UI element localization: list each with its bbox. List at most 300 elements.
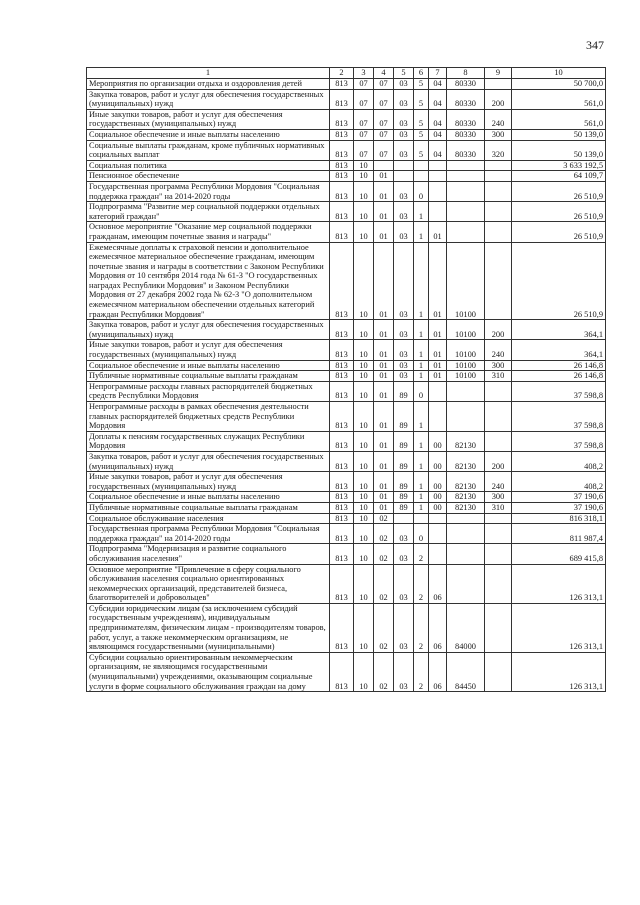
direction-code-cell: 80330	[447, 89, 485, 109]
amount-cell: 26 510,9	[512, 202, 606, 222]
subprogram-code-cell: 1	[414, 402, 429, 432]
table-row	[87, 402, 606, 432]
program-code-cell: 89	[394, 381, 414, 401]
expense-type-cell	[485, 603, 512, 652]
row-name-cell: Мероприятия по организации отдыха и оздоровления детей	[87, 79, 330, 90]
admin-code-cell: 813	[330, 544, 354, 564]
amount-cell: 126 313,1	[512, 652, 606, 691]
expense-type-cell: 310	[485, 502, 512, 513]
section-code-cell: 10	[354, 320, 374, 340]
row-name-cell: Иные закупки товаров, работ и услуг для обеспечения государственных (муниципальных) нужд	[87, 109, 330, 129]
row-name-cell: Закупка товаров, работ и услуг для обеспечения государственных (муниципальных) нужд	[87, 89, 330, 109]
section-code-cell: 10	[354, 451, 374, 471]
row-name-cell: Субсидии социально ориентированным некоммерческим организациям, не являющимся государственными (муниципальными) учреждениями, оказывающим социальные услуги в форме социального обслуживания граждан на дому	[87, 652, 330, 691]
row-name-cell: Непрограммные расходы главных распорядителей бюджетных средств Республики Мордовия	[87, 381, 330, 401]
amount-cell: 37 190,6	[512, 492, 606, 503]
admin-code-cell: 813	[330, 340, 354, 360]
section-code-cell: 10	[354, 492, 374, 503]
direction-code-cell: 82130	[447, 451, 485, 471]
direction-code-cell	[447, 524, 485, 544]
page-number: 347	[586, 38, 604, 52]
table-row	[87, 320, 606, 340]
row-name-cell: Основное мероприятие "Привлечение в сферу социального обслуживания населения социально ориентированных некоммерческих организаций, представителей бизнеса, благотворителей и добровольцев"	[87, 564, 330, 603]
section-code-cell: 10	[354, 402, 374, 432]
table-row	[87, 171, 606, 182]
amount-cell: 50 139,0	[512, 129, 606, 140]
subsection-code-cell: 07	[374, 109, 394, 129]
amount-cell: 364,1	[512, 340, 606, 360]
program-code-cell: 03	[394, 109, 414, 129]
subprogram-code-cell: 1	[414, 492, 429, 503]
table-row	[87, 371, 606, 382]
section-code-cell: 10	[354, 171, 374, 182]
admin-code-cell: 813	[330, 171, 354, 182]
subprogram-code-cell: 1	[414, 340, 429, 360]
row-name-cell: Доплаты к пенсиям государственных служащих Республики Мордовия	[87, 431, 330, 451]
program-code-cell: 89	[394, 451, 414, 471]
event-code-cell: 06	[429, 652, 447, 691]
expense-type-cell	[485, 242, 512, 320]
row-name-cell: Социальное обслуживание населения	[87, 513, 330, 524]
direction-code-cell	[447, 544, 485, 564]
section-code-cell: 10	[354, 160, 374, 171]
admin-code-cell: 813	[330, 603, 354, 652]
direction-code-cell: 80330	[447, 129, 485, 140]
admin-code-cell: 813	[330, 160, 354, 171]
row-name-cell: Социальное обеспечение и иные выплаты населению	[87, 129, 330, 140]
row-name-cell: Социальное обеспечение и иные выплаты населению	[87, 360, 330, 371]
event-code-cell	[429, 181, 447, 201]
admin-code-cell: 813	[330, 502, 354, 513]
direction-code-cell: 82130	[447, 472, 485, 492]
subsection-code-cell: 01	[374, 502, 394, 513]
expense-type-cell	[485, 79, 512, 90]
amount-cell: 364,1	[512, 320, 606, 340]
expense-type-cell	[485, 544, 512, 564]
expense-type-cell: 310	[485, 371, 512, 382]
subprogram-code-cell: 1	[414, 371, 429, 382]
admin-code-cell: 813	[330, 242, 354, 320]
event-code-cell: 01	[429, 242, 447, 320]
table-body	[87, 79, 606, 692]
subsection-code-cell: 01	[374, 222, 394, 242]
table-row	[87, 564, 606, 603]
event-code-cell: 00	[429, 472, 447, 492]
expense-type-cell	[485, 652, 512, 691]
subprogram-code-cell: 1	[414, 242, 429, 320]
event-code-cell: 04	[429, 129, 447, 140]
subsection-code-cell: 01	[374, 340, 394, 360]
admin-code-cell: 813	[330, 371, 354, 382]
expense-type-cell	[485, 160, 512, 171]
subprogram-code-cell: 1	[414, 360, 429, 371]
subprogram-code-cell: 5	[414, 89, 429, 109]
direction-code-cell: 80330	[447, 140, 485, 160]
amount-cell: 64 109,7	[512, 171, 606, 182]
event-code-cell: 00	[429, 502, 447, 513]
subprogram-code-cell: 1	[414, 320, 429, 340]
direction-code-cell: 82130	[447, 431, 485, 451]
row-name-cell: Подпрограмма "Модернизация и развитие социального обслуживания населения"	[87, 544, 330, 564]
section-code-cell: 10	[354, 202, 374, 222]
expense-type-cell	[485, 524, 512, 544]
event-code-cell: 01	[429, 320, 447, 340]
section-code-cell: 10	[354, 340, 374, 360]
admin-code-cell: 813	[330, 431, 354, 451]
row-name-cell: Иные закупки товаров, работ и услуг для обеспечения государственных (муниципальных) нужд	[87, 472, 330, 492]
subsection-code-cell: 01	[374, 202, 394, 222]
program-code-cell: 89	[394, 492, 414, 503]
subprogram-code-cell: 1	[414, 472, 429, 492]
column-header: 3	[354, 68, 374, 79]
amount-cell: 26 510,9	[512, 222, 606, 242]
direction-code-cell: 10100	[447, 320, 485, 340]
amount-cell: 26 146,8	[512, 371, 606, 382]
section-code-cell: 10	[354, 524, 374, 544]
section-code-cell: 10	[354, 360, 374, 371]
section-code-cell: 07	[354, 79, 374, 90]
direction-code-cell: 84000	[447, 603, 485, 652]
program-code-cell: 03	[394, 89, 414, 109]
table-row	[87, 381, 606, 401]
expense-type-cell: 300	[485, 492, 512, 503]
section-code-cell: 07	[354, 109, 374, 129]
event-code-cell: 00	[429, 431, 447, 451]
direction-code-cell	[447, 381, 485, 401]
direction-code-cell: 82130	[447, 502, 485, 513]
subprogram-code-cell: 2	[414, 603, 429, 652]
subprogram-code-cell: 1	[414, 431, 429, 451]
event-code-cell: 04	[429, 140, 447, 160]
direction-code-cell: 10100	[447, 340, 485, 360]
column-header: 8	[447, 68, 485, 79]
table-row	[87, 603, 606, 652]
program-code-cell: 89	[394, 431, 414, 451]
subsection-code-cell: 07	[374, 140, 394, 160]
table-row	[87, 502, 606, 513]
amount-cell: 811 987,4	[512, 524, 606, 544]
table-row	[87, 472, 606, 492]
program-code-cell: 03	[394, 544, 414, 564]
program-code-cell: 89	[394, 472, 414, 492]
table-header-row	[87, 68, 606, 79]
section-code-cell: 07	[354, 89, 374, 109]
table-row	[87, 140, 606, 160]
row-name-cell: Субсидии юридическим лицам (за исключением субсидий государственным учреждениям), индивидуальным предпринимателям, физическим лицам - производителям товаров, работ, услуг, а также некоммерческим организациям, не являющимся государственными (муниципальными)	[87, 603, 330, 652]
table-row	[87, 652, 606, 691]
section-code-cell: 10	[354, 222, 374, 242]
expense-type-cell	[485, 202, 512, 222]
row-name-cell: Закупка товаров, работ и услуг для обеспечения государственных (муниципальных) нужд	[87, 451, 330, 471]
event-code-cell	[429, 402, 447, 432]
row-name-cell: Социальная политика	[87, 160, 330, 171]
program-code-cell: 89	[394, 502, 414, 513]
amount-cell: 37 598,8	[512, 402, 606, 432]
program-code-cell: 03	[394, 564, 414, 603]
table-row	[87, 340, 606, 360]
table-row	[87, 492, 606, 503]
direction-code-cell	[447, 171, 485, 182]
direction-code-cell	[447, 402, 485, 432]
row-name-cell: Пенсионное обеспечение	[87, 171, 330, 182]
direction-code-cell: 80330	[447, 79, 485, 90]
direction-code-cell	[447, 222, 485, 242]
subsection-code-cell: 01	[374, 242, 394, 320]
subsection-code-cell: 02	[374, 544, 394, 564]
amount-cell: 561,0	[512, 109, 606, 129]
table-row	[87, 129, 606, 140]
subsection-code-cell: 01	[374, 371, 394, 382]
admin-code-cell: 813	[330, 524, 354, 544]
program-code-cell: 03	[394, 340, 414, 360]
table-row	[87, 109, 606, 129]
direction-code-cell	[447, 160, 485, 171]
program-code-cell: 03	[394, 140, 414, 160]
expense-type-cell	[485, 181, 512, 201]
row-name-cell: Закупка товаров, работ и услуг для обеспечения государственных (муниципальных) нужд	[87, 320, 330, 340]
admin-code-cell: 813	[330, 381, 354, 401]
admin-code-cell: 813	[330, 109, 354, 129]
program-code-cell: 03	[394, 603, 414, 652]
subprogram-code-cell: 1	[414, 451, 429, 471]
expense-type-cell: 200	[485, 320, 512, 340]
column-header: 2	[330, 68, 354, 79]
subsection-code-cell: 01	[374, 171, 394, 182]
subprogram-code-cell: 5	[414, 140, 429, 160]
admin-code-cell: 813	[330, 202, 354, 222]
column-header: 6	[414, 68, 429, 79]
expense-type-cell	[485, 431, 512, 451]
event-code-cell: 01	[429, 222, 447, 242]
event-code-cell	[429, 171, 447, 182]
subsection-code-cell: 01	[374, 492, 394, 503]
subprogram-code-cell: 1	[414, 502, 429, 513]
section-code-cell: 10	[354, 513, 374, 524]
expense-type-cell: 200	[485, 451, 512, 471]
program-code-cell: 03	[394, 652, 414, 691]
row-name-cell: Государственная программа Республики Мордовия "Социальная поддержка граждан" на 2014-2020 годы	[87, 524, 330, 544]
amount-cell: 26 510,9	[512, 242, 606, 320]
amount-cell: 816 318,1	[512, 513, 606, 524]
subsection-code-cell: 07	[374, 89, 394, 109]
program-code-cell: 03	[394, 524, 414, 544]
row-name-cell: Подпрограмма "Развитие мер социальной поддержки отдельных категорий граждан"	[87, 202, 330, 222]
admin-code-cell: 813	[330, 360, 354, 371]
amount-cell: 126 313,1	[512, 564, 606, 603]
row-name-cell: Основное мероприятие "Оказание мер социальной поддержки гражданам, имеющим почетные звания и награды"	[87, 222, 330, 242]
subprogram-code-cell	[414, 513, 429, 524]
expense-type-cell	[485, 222, 512, 242]
subsection-code-cell: 02	[374, 513, 394, 524]
amount-cell: 37 598,8	[512, 381, 606, 401]
admin-code-cell: 813	[330, 492, 354, 503]
row-name-cell: Социальные выплаты гражданам, кроме публичных нормативных социальных выплат	[87, 140, 330, 160]
subsection-code-cell	[374, 160, 394, 171]
subsection-code-cell: 02	[374, 652, 394, 691]
section-code-cell: 10	[354, 502, 374, 513]
row-name-cell: Публичные нормативные социальные выплаты гражданам	[87, 371, 330, 382]
section-code-cell: 07	[354, 129, 374, 140]
subsection-code-cell: 07	[374, 129, 394, 140]
subprogram-code-cell: 1	[414, 202, 429, 222]
direction-code-cell	[447, 513, 485, 524]
direction-code-cell	[447, 564, 485, 603]
event-code-cell	[429, 202, 447, 222]
event-code-cell	[429, 524, 447, 544]
subsection-code-cell: 01	[374, 320, 394, 340]
column-header: 7	[429, 68, 447, 79]
expense-type-cell: 300	[485, 360, 512, 371]
direction-code-cell: 84450	[447, 652, 485, 691]
subprogram-code-cell: 2	[414, 564, 429, 603]
amount-cell: 37 598,8	[512, 431, 606, 451]
subsection-code-cell: 01	[374, 431, 394, 451]
admin-code-cell: 813	[330, 181, 354, 201]
subsection-code-cell: 01	[374, 381, 394, 401]
column-header: 4	[374, 68, 394, 79]
subsection-code-cell: 07	[374, 79, 394, 90]
subsection-code-cell: 01	[374, 402, 394, 432]
subsection-code-cell: 01	[374, 181, 394, 201]
table-row	[87, 513, 606, 524]
expense-type-cell: 200	[485, 89, 512, 109]
event-code-cell: 06	[429, 603, 447, 652]
admin-code-cell: 813	[330, 472, 354, 492]
direction-code-cell	[447, 202, 485, 222]
row-name-cell: Социальное обеспечение и иные выплаты населению	[87, 492, 330, 503]
subsection-code-cell: 02	[374, 603, 394, 652]
table-row	[87, 360, 606, 371]
admin-code-cell: 813	[330, 564, 354, 603]
program-code-cell: 03	[394, 79, 414, 90]
admin-code-cell: 813	[330, 402, 354, 432]
direction-code-cell: 82130	[447, 492, 485, 503]
section-code-cell: 10	[354, 242, 374, 320]
direction-code-cell: 10100	[447, 360, 485, 371]
program-code-cell: 03	[394, 371, 414, 382]
subsection-code-cell: 01	[374, 451, 394, 471]
table-row	[87, 89, 606, 109]
program-code-cell: 03	[394, 129, 414, 140]
event-code-cell: 06	[429, 564, 447, 603]
program-code-cell: 03	[394, 320, 414, 340]
program-code-cell: 89	[394, 402, 414, 432]
table-row	[87, 431, 606, 451]
event-code-cell	[429, 160, 447, 171]
table-row	[87, 451, 606, 471]
admin-code-cell: 813	[330, 140, 354, 160]
section-code-cell: 10	[354, 652, 374, 691]
section-code-cell: 07	[354, 140, 374, 160]
column-header: 5	[394, 68, 414, 79]
event-code-cell	[429, 513, 447, 524]
subsection-code-cell: 02	[374, 564, 394, 603]
expense-type-cell: 320	[485, 140, 512, 160]
amount-cell: 26 146,8	[512, 360, 606, 371]
direction-code-cell: 10100	[447, 371, 485, 382]
row-name-cell: Непрограммные расходы в рамках обеспечения деятельности главных распорядителей бюджетных средств Республики Мордовия	[87, 402, 330, 432]
expense-type-cell: 240	[485, 109, 512, 129]
event-code-cell: 00	[429, 492, 447, 503]
event-code-cell: 01	[429, 360, 447, 371]
table-row	[87, 181, 606, 201]
subprogram-code-cell	[414, 160, 429, 171]
section-code-cell: 10	[354, 544, 374, 564]
subprogram-code-cell: 5	[414, 129, 429, 140]
section-code-cell: 10	[354, 371, 374, 382]
program-code-cell: 03	[394, 222, 414, 242]
subprogram-code-cell: 2	[414, 652, 429, 691]
admin-code-cell: 813	[330, 451, 354, 471]
expense-type-cell	[485, 171, 512, 182]
direction-code-cell: 10100	[447, 242, 485, 320]
amount-cell: 689 415,8	[512, 544, 606, 564]
admin-code-cell: 813	[330, 320, 354, 340]
program-code-cell	[394, 160, 414, 171]
admin-code-cell: 813	[330, 129, 354, 140]
expense-type-cell: 240	[485, 472, 512, 492]
amount-cell: 37 190,6	[512, 502, 606, 513]
program-code-cell: 03	[394, 242, 414, 320]
subprogram-code-cell: 0	[414, 524, 429, 544]
section-code-cell: 10	[354, 564, 374, 603]
subsection-code-cell: 01	[374, 472, 394, 492]
row-name-cell: Иные закупки товаров, работ и услуг для обеспечения государственных (муниципальных) нужд	[87, 340, 330, 360]
direction-code-cell: 80330	[447, 109, 485, 129]
admin-code-cell: 813	[330, 89, 354, 109]
row-name-cell: Публичные нормативные социальные выплаты гражданам	[87, 502, 330, 513]
subprogram-code-cell: 2	[414, 544, 429, 564]
subprogram-code-cell: 1	[414, 222, 429, 242]
amount-cell: 561,0	[512, 89, 606, 109]
amount-cell: 26 510,9	[512, 181, 606, 201]
table-row	[87, 524, 606, 544]
event-code-cell	[429, 381, 447, 401]
section-code-cell: 10	[354, 181, 374, 201]
expense-type-cell	[485, 381, 512, 401]
table-row	[87, 79, 606, 90]
column-header: 9	[485, 68, 512, 79]
direction-code-cell	[447, 181, 485, 201]
event-code-cell: 00	[429, 451, 447, 471]
admin-code-cell: 813	[330, 652, 354, 691]
event-code-cell	[429, 544, 447, 564]
amount-cell: 50 700,0	[512, 79, 606, 90]
table-row	[87, 160, 606, 171]
event-code-cell: 04	[429, 89, 447, 109]
amount-cell: 408,2	[512, 472, 606, 492]
amount-cell: 408,2	[512, 451, 606, 471]
section-code-cell: 10	[354, 431, 374, 451]
expense-type-cell	[485, 402, 512, 432]
amount-cell: 3 633 192,5	[512, 160, 606, 171]
admin-code-cell: 813	[330, 513, 354, 524]
program-code-cell: 03	[394, 181, 414, 201]
table-row	[87, 222, 606, 242]
subprogram-code-cell: 0	[414, 181, 429, 201]
subprogram-code-cell: 5	[414, 79, 429, 90]
section-code-cell: 10	[354, 472, 374, 492]
expense-type-cell: 240	[485, 340, 512, 360]
subsection-code-cell: 01	[374, 360, 394, 371]
section-code-cell: 10	[354, 603, 374, 652]
row-name-cell: Государственная программа Республики Мордовия "Социальная поддержка граждан" на 2014-2020 годы	[87, 181, 330, 201]
event-code-cell: 04	[429, 109, 447, 129]
amount-cell: 126 313,1	[512, 603, 606, 652]
column-header: 10	[512, 68, 606, 79]
program-code-cell	[394, 171, 414, 182]
table-row	[87, 242, 606, 320]
